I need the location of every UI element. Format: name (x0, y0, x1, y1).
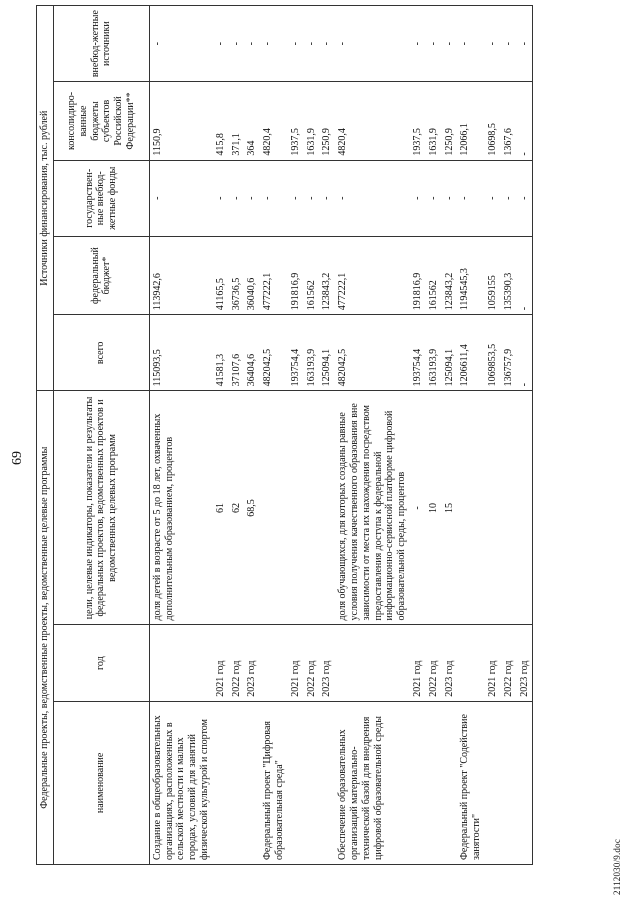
cell-total: 36404,6 (244, 315, 260, 391)
cell-federal: 41165,5 (213, 236, 229, 314)
cell-regional: 1937,5 (288, 82, 304, 160)
cell-year (335, 625, 410, 701)
table-row (244, 6, 260, 865)
cell-total: 163193,9 (304, 315, 320, 391)
cell-name (426, 701, 442, 864)
goal-value: 10 (427, 502, 439, 513)
cell-extra: - (288, 6, 304, 82)
cell-regional: 4820,4 (260, 82, 288, 160)
table-row (410, 6, 426, 865)
cell-name: Федеральный проект "Цифровая образовательная среда" (260, 701, 288, 864)
cell-total: 136757,9 (501, 315, 517, 391)
cell-federal: 123843,2 (319, 236, 335, 314)
cell-year: 2023 год (442, 625, 458, 701)
cell-goal (410, 391, 426, 625)
cell-federal: 135390,3 (501, 236, 517, 314)
cell-goal (213, 391, 229, 625)
goal-value: 61 (214, 502, 226, 513)
cell-state-funds: - (517, 160, 533, 236)
cell-name (304, 701, 320, 864)
cell-goal (288, 391, 304, 625)
cell-state-funds: - (485, 160, 501, 236)
table-row (149, 6, 212, 865)
header-goals: цели, целевые индикаторы, показатели и результаты федеральных проектов, ведомственных проектов и ведомственных целевых программ (53, 391, 149, 625)
table-row (426, 6, 442, 865)
cell-regional: 1631,9 (304, 82, 320, 160)
cell-total: 482042,5 (335, 315, 410, 391)
cell-goal (149, 391, 212, 625)
header-state-funds: государствен-ные внебюд-жетные фонды (53, 160, 149, 236)
cell-extra: - (319, 6, 335, 82)
header-group-projects: Федеральные проекты, ведомственные проекты, ведомственные целевые программы (37, 391, 54, 865)
cell-federal: 1059155 (485, 236, 501, 314)
header-total: всего (53, 315, 149, 391)
cell-name (501, 701, 517, 864)
cell-extra: - (304, 6, 320, 82)
cell-total: - (517, 315, 533, 391)
cell-regional: 364 (244, 82, 260, 160)
cell-extra: - (213, 6, 229, 82)
cell-year: 2022 год (501, 625, 517, 701)
cell-state-funds: - (149, 160, 212, 236)
goal-value: - (411, 506, 423, 510)
cell-year: 2023 год (517, 625, 533, 701)
cell-regional: 10698,5 (485, 82, 501, 160)
cell-name (517, 701, 533, 864)
table-row (485, 6, 501, 865)
cell-regional: 1631,9 (426, 82, 442, 160)
cell-year (149, 625, 212, 701)
cell-goal (517, 391, 533, 625)
page-number: 69 (10, 451, 25, 465)
cell-name (213, 701, 229, 864)
cell-goal (260, 391, 288, 625)
cell-goal (244, 391, 260, 625)
cell-goal (335, 391, 410, 625)
cell-regional: 1937,5 (410, 82, 426, 160)
document-id: 2112030/9.doc (612, 838, 622, 895)
cell-year: 2022 год (304, 625, 320, 701)
table-row (260, 6, 288, 865)
cell-total: 482042,5 (260, 315, 288, 391)
cell-extra: - (410, 6, 426, 82)
cell-year: 2021 год (410, 625, 426, 701)
header-group-financing: Источники финансирования, тыс. рублей (37, 6, 54, 391)
cell-state-funds: - (410, 160, 426, 236)
cell-extra: - (501, 6, 517, 82)
cell-goal (426, 391, 442, 625)
cell-goal (501, 391, 517, 625)
cell-total: 1069853,5 (485, 315, 501, 391)
table-row (229, 6, 245, 865)
header-federal: федеральный бюджет* (53, 236, 149, 314)
table-row (319, 6, 335, 865)
cell-year: 2021 год (485, 625, 501, 701)
cell-extra: - (229, 6, 245, 82)
cell-federal: 477222,1 (260, 236, 288, 314)
cell-total: 1206611,4 (457, 315, 485, 391)
cell-name (410, 701, 426, 864)
cell-year: 2023 год (319, 625, 335, 701)
cell-extra: - (335, 6, 410, 82)
cell-federal: 161562 (304, 236, 320, 314)
table-row (501, 6, 517, 865)
cell-federal: 477222,1 (335, 236, 410, 314)
goal-value: 15 (443, 502, 455, 513)
cell-state-funds: - (304, 160, 320, 236)
cell-state-funds: - (229, 160, 245, 236)
cell-name: Обеспечение образовательных организаций материально-технической базой для внедрения цифровой образовательной среды (335, 701, 410, 864)
goal-value: 62 (230, 502, 242, 513)
cell-extra: - (149, 6, 212, 82)
cell-state-funds: - (288, 160, 304, 236)
table-row (442, 6, 458, 865)
cell-year: 2021 год (213, 625, 229, 701)
financing-table (36, 5, 533, 865)
cell-name (319, 701, 335, 864)
cell-regional: 12066,1 (457, 82, 485, 160)
cell-goal (229, 391, 245, 625)
header-name: наименование (53, 701, 149, 864)
goal-text: доля обучающихся, для которых созданы равные условия получения качественного образования вне зависимости от места их нахождения посредством предоставления доступа к федеральной информационно-сервисной платформе цифровой образовательной среды, процентов (337, 403, 408, 621)
cell-extra: - (244, 6, 260, 82)
cell-federal: 1194545,3 (457, 236, 485, 314)
cell-federal: 36736,5 (229, 236, 245, 314)
cell-goal (304, 391, 320, 625)
cell-state-funds: - (442, 160, 458, 236)
cell-total: 193754,4 (288, 315, 304, 391)
cell-federal: 36040,6 (244, 236, 260, 314)
cell-name: Создание в общеобразовательных организациях, расположенных в сельской местности и малых городах, условий для занятий физической культурой и спортом (149, 701, 212, 864)
cell-federal: 191816,9 (410, 236, 426, 314)
cell-state-funds: - (319, 160, 335, 236)
table-row (304, 6, 320, 865)
table-row (517, 6, 533, 865)
table-row (288, 6, 304, 865)
table-row (213, 6, 229, 865)
cell-total: 193754,4 (410, 315, 426, 391)
cell-state-funds: - (244, 160, 260, 236)
cell-name (485, 701, 501, 864)
cell-regional: 1150,9 (149, 82, 212, 160)
cell-state-funds: - (426, 160, 442, 236)
cell-year: 2022 год (426, 625, 442, 701)
cell-federal: 113942,6 (149, 236, 212, 314)
cell-year: 2023 год (244, 625, 260, 701)
cell-name (229, 701, 245, 864)
cell-goal (457, 391, 485, 625)
cell-total: 125094,1 (319, 315, 335, 391)
header-extra: внебюд-жетные источники (53, 6, 149, 82)
cell-name: Федеральный проект "Содействие занятости" (457, 701, 485, 864)
table-row (457, 6, 485, 865)
cell-state-funds: - (260, 160, 288, 236)
cell-state-funds: - (335, 160, 410, 236)
cell-year (457, 625, 485, 701)
cell-extra: - (442, 6, 458, 82)
table-body (149, 6, 533, 865)
table-row (335, 6, 410, 865)
cell-federal: - (517, 236, 533, 314)
cell-regional: 1250,9 (442, 82, 458, 160)
cell-extra: - (517, 6, 533, 82)
header-regional: консолидиро-ванные бюджеты субъектов Российской Федерации** (53, 82, 149, 160)
cell-goal (319, 391, 335, 625)
cell-regional: - (517, 82, 533, 160)
header-year: год (53, 625, 149, 701)
cell-total: 115093,5 (149, 315, 212, 391)
cell-regional: 4820,4 (335, 82, 410, 160)
cell-federal: 191816,9 (288, 236, 304, 314)
cell-goal (485, 391, 501, 625)
cell-state-funds: - (457, 160, 485, 236)
cell-name (244, 701, 260, 864)
cell-total: 125094,1 (442, 315, 458, 391)
cell-total: 41581,3 (213, 315, 229, 391)
cell-year: 2021 год (288, 625, 304, 701)
cell-name (288, 701, 304, 864)
cell-extra: - (485, 6, 501, 82)
cell-regional: 1250,9 (319, 82, 335, 160)
cell-extra: - (426, 6, 442, 82)
cell-federal: 123843,2 (442, 236, 458, 314)
cell-regional: 371,1 (229, 82, 245, 160)
goal-value: 68,5 (246, 499, 258, 517)
goal-text: доля детей в возрасте от 5 до 18 лет, охваченных дополнительным образованием, процентов (151, 413, 175, 621)
cell-federal: 161562 (426, 236, 442, 314)
cell-name (442, 701, 458, 864)
cell-total: 37107,6 (229, 315, 245, 391)
cell-total: 163193,9 (426, 315, 442, 391)
cell-goal (442, 391, 458, 625)
cell-state-funds: - (501, 160, 517, 236)
cell-year: 2022 год (229, 625, 245, 701)
cell-year (260, 625, 288, 701)
cell-extra: - (457, 6, 485, 82)
cell-regional: 415,8 (213, 82, 229, 160)
cell-regional: 1367,6 (501, 82, 517, 160)
cell-extra: - (260, 6, 288, 82)
cell-state-funds: - (213, 160, 229, 236)
